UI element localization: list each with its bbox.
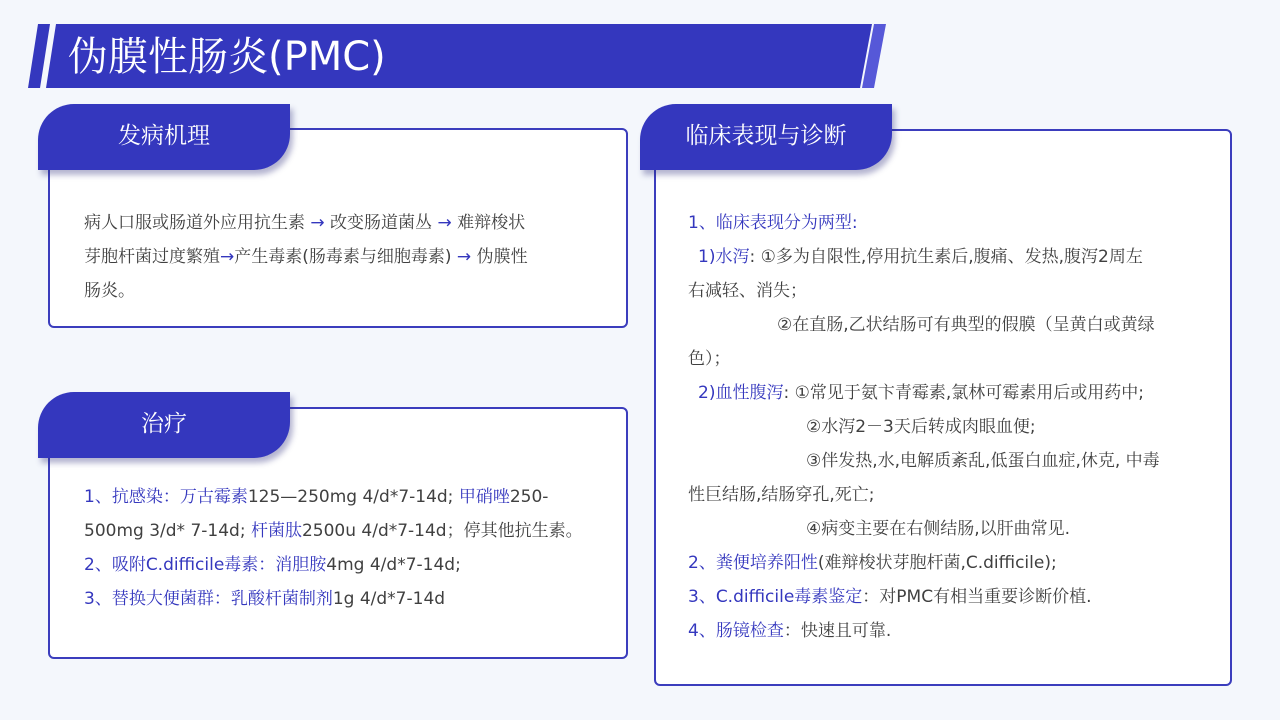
clinical-line-8: ③伴发热,水,电解质紊乱,低蛋白血症,休克, 中毒 <box>806 451 1160 471</box>
title-banner <box>28 24 886 88</box>
treatment-line-4: 3、替换大便菌群：乳酸杆菌制剂1g 4/d*7-14d <box>84 589 446 609</box>
clinical-line-5: 色）； <box>688 349 731 369</box>
clinical-line-11: 2、粪便培养阳性(难辩梭状芽胞杆菌,C.difficile); <box>688 553 1057 573</box>
clinical-line-10: ④病变主要在右侧结肠,以肝曲常见. <box>806 519 1071 539</box>
clinical-line-2: 1)水泻: ①多为自限性,停用抗生素后,腹痛、发热,腹泻2周左 <box>698 247 1143 267</box>
pathogenesis-line-2: 芽胞杆菌过度繁殖→产生毒素(肠毒素与细胞毒素) → 伪膜性 <box>84 247 528 267</box>
clinical-line-7: ②水泻2－3天后转成肉眼血便; <box>806 417 1036 437</box>
pathogenesis-line-3: 肠炎。 <box>84 281 135 301</box>
treatment-text <box>84 480 604 616</box>
clinical-line-6: 2)血性腹泻: ①常见于氨卞青霉素,氯林可霉素用后或用药中; <box>698 383 1144 403</box>
pathogenesis-line-1: 病人口服或肠道外应用抗生素 → 改变肠道菌丛 → 难辩梭状 <box>84 213 526 233</box>
clinical-line-13: 4、肠镜检查：快速且可靠. <box>688 621 892 641</box>
clinical-line-9: 性巨结肠,结肠穿孔,死亡; <box>688 485 875 505</box>
clinical-line-12: 3、C.difficile毒素鉴定：对PMC有相当重要诊断价植. <box>688 587 1092 607</box>
pathogenesis-tab: 发病机理 <box>38 104 290 170</box>
treatment-line-2: 500mg 3/d* 7-14d; 杆菌肽2500u 4/d*7-14d；停其他抗生素。 <box>84 521 583 541</box>
treatment-line-1: 1、抗感染：万古霉素125—250mg 4/d*7-14d; 甲硝唑250- <box>84 487 549 507</box>
clinical-line-4: ②在直肠,乙状结肠可有典型的假膜（呈黄白或黄绿 <box>777 315 1155 335</box>
clinical-line-1: 1、临床表现分为两型: <box>688 213 858 233</box>
clinical-tab: 临床表现与诊断 <box>640 104 892 170</box>
clinical-line-3: 右减轻、消失； <box>688 281 807 301</box>
clinical-text <box>688 206 1208 648</box>
pathogenesis-text <box>84 206 604 308</box>
treatment-line-3: 2、吸附C.difficile毒素：消胆胺4mg 4/d*7-14d; <box>84 555 461 575</box>
page-title: 伪膜性肠炎(PMC) <box>68 34 386 80</box>
treatment-tab: 治疗 <box>38 392 290 458</box>
